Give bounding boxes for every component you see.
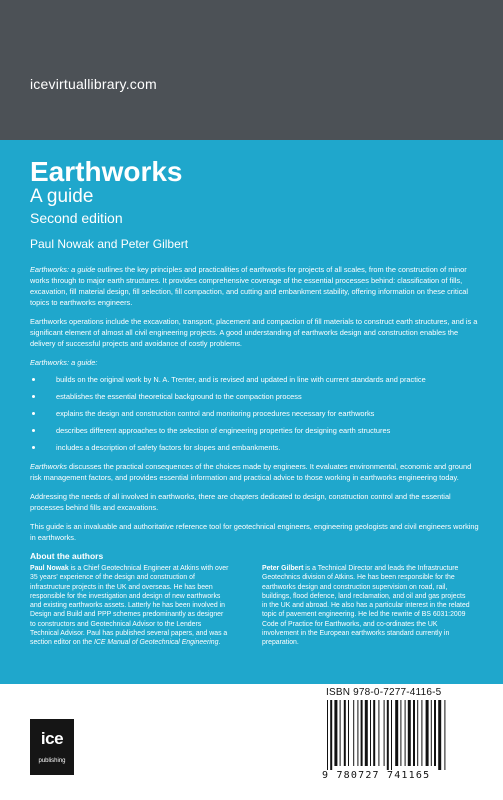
back-cover-panel — [0, 140, 503, 684]
barcode-bar — [417, 700, 418, 766]
about-authors-heading: About the authors — [30, 551, 104, 561]
isbn-label: ISBN 978-0-7277-4116-5 — [326, 687, 442, 698]
barcode-icon — [325, 700, 475, 770]
bullet-dot — [32, 429, 35, 432]
barcode-bar — [431, 700, 432, 766]
barcode-bar — [434, 700, 436, 766]
barcode-bar — [327, 700, 328, 770]
barcode-bar — [408, 700, 411, 766]
barcode-bar — [340, 700, 341, 766]
barcode-bar — [353, 700, 354, 766]
description-intro — [30, 264, 482, 308]
book-edition: Second edition — [30, 210, 123, 226]
description-paragraph-4: Addressing the needs of all involved in earthworks, there are chapters dedicated to design, construction control and the essential processes behind fills and excavations. — [30, 492, 451, 512]
author-bio-nowak: Paul Nowak is a Chief Geotechnical Engineer at Atkins with over 35 years' experience of the design and construction of infrastructure projects in the UK and overseas. He has been responsible for the investigation and design of new earthworks and existing earthworks assets. Latterly he has been involved in Design and Build and PPP schemes predominantly as designer to constructors and Geotechnical Advisor to the Lenders Technical Advisor. Paul has published several papers, and was a section editor on the ICE Manual of Geotechnical Engineering. — [30, 565, 229, 647]
book-authors: Paul Nowak and Peter Gilbert — [30, 237, 189, 251]
description-paragraph-5: This guide is an invaluable and authoritative reference tool for geotechnical engineers, engineering geologists and civil engineers working in earthworks. — [30, 522, 479, 542]
barcode-bar — [378, 700, 379, 766]
barcode-bar — [444, 700, 445, 770]
author-bio-gilbert: Peter Gilbert is a Technical Director and leads the Infrastructure Geotechnics division of Atkins. He has been responsible for the earthworks design and construction supervision on road, rail, buildings, flood defence, land reclamation, and oil and gas projects in the UK and abroad. He also has a particular interest in the related topic of pavement engineering. He led the rewrite of BS 6031:2009 Code of Practice for Earthworks, and co-ordinates the UK involvement in the European earthworks standard currently in preparation. — [262, 565, 470, 647]
bullet-dot — [32, 412, 35, 415]
description-paragraph-2: Earthworks operations include the excavation, transport, placement and compaction of fill materials to construct earth structures, and is a significant element of almost all civil engineering projects. A good understanding of earthworks design and construction enables the delivery of successful projects and avoidance of costly problems. — [30, 317, 478, 348]
bullet-dot — [32, 446, 35, 449]
bullet-dot — [32, 378, 35, 381]
bullet-item: establishes the essential theoretical background to the compaction process — [30, 391, 482, 402]
barcode-bar — [391, 700, 392, 770]
intro-rest: outlines the key principles and practicalities of earthworks for projects of all scales, from the construction of minor works through to major earth structures. It provides comprehensive coverage of the essential processes behind: classification of fills, excavation, fill material design, fill selection, fill compaction, and cutting and embankment stability, offering information on these critical topics to earthworks engineers. — [30, 265, 469, 307]
book-title: Earthworks — [30, 156, 183, 187]
description-paragraph-3: Earthworks discusses the practical consequences of the choices made by engineers. It evaluates environmental, economic and ground risk management factors, and provides essential information and practical advice to those working in earthworks engineering today. — [30, 462, 472, 482]
barcode-bar — [365, 700, 368, 766]
barcode-bar — [384, 700, 385, 766]
barcode-bar — [426, 700, 429, 766]
top-band — [0, 0, 503, 140]
barcode-bar — [405, 700, 406, 766]
bottom-band — [0, 684, 503, 800]
barcode-digits: 9 780727 741165 — [322, 770, 431, 781]
barcode-bar — [413, 700, 415, 766]
bullet-item: describes different approaches to the selection of engineering properties for designing earth structures — [30, 425, 482, 436]
barcode-bar — [373, 700, 375, 766]
bullets-intro: Earthworks: a guide: — [30, 358, 98, 367]
barcode-bar — [395, 700, 398, 766]
intro-title: Earthworks: a guide — [30, 265, 96, 274]
barcode-bar — [370, 700, 371, 766]
barcode-bar — [361, 700, 363, 766]
bullet-item: includes a description of safety factors for slopes and embankments. — [30, 442, 482, 453]
ice-publishing-logo: ice publishing — [30, 719, 74, 775]
barcode-bar — [357, 700, 358, 766]
bullet-item: explains the design and construction control and monitoring procedures necessary for earthworks — [30, 408, 482, 419]
barcode-bar — [387, 700, 389, 770]
barcode-bar — [348, 700, 349, 766]
barcode-bar — [334, 700, 337, 766]
barcode-bar — [400, 700, 401, 766]
bullet-dot — [32, 395, 35, 398]
feature-bullets — [30, 374, 482, 453]
barcode-bar — [421, 700, 422, 766]
barcode-bar — [438, 700, 441, 770]
bullet-item: builds on the original work by N. A. Trenter, and is revised and updated in line with current standards and practice — [30, 374, 482, 385]
barcode-bar — [330, 700, 332, 770]
barcode-bar — [344, 700, 346, 766]
description — [30, 264, 482, 551]
site-url: icevirtuallibrary.com — [30, 76, 157, 92]
book-subtitle: A guide — [30, 186, 94, 207]
